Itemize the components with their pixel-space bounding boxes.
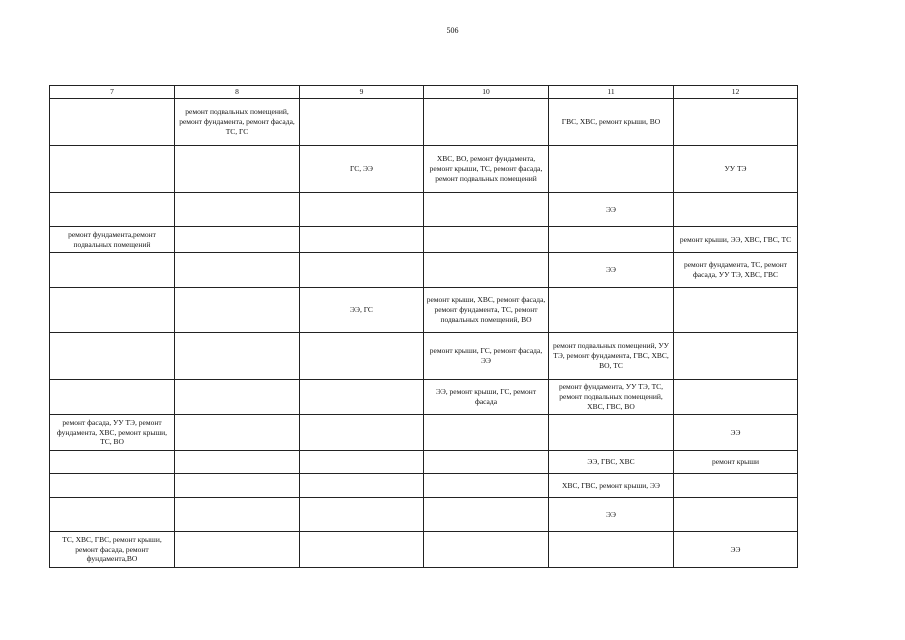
table-cell: ремонт фасада, УУ ТЭ, ремонт фундамента, ХВС, ремонт крыши, ТС, ВО — [50, 415, 175, 451]
table-row — [50, 415, 798, 451]
table-cell: ХВС, ГВС, ремонт крыши, ЭЭ — [549, 474, 674, 498]
column-header: 11 — [549, 86, 674, 99]
table-cell — [300, 380, 424, 415]
table-cell — [424, 498, 549, 532]
table-cell — [549, 415, 674, 451]
table-cell — [549, 227, 674, 253]
table-cell: ЭЭ — [674, 532, 798, 568]
table-cell — [424, 415, 549, 451]
table-cell — [175, 415, 300, 451]
table-cell — [300, 532, 424, 568]
table-cell — [300, 227, 424, 253]
table-cell — [175, 146, 300, 193]
table-cell — [50, 451, 175, 474]
table-row — [50, 498, 798, 532]
table-cell — [175, 474, 300, 498]
table-row — [50, 193, 798, 227]
table-cell: ремонт фундамента, УУ ТЭ, ТС, ремонт подвальных помещений, ХВС, ГВС, ВО — [549, 380, 674, 415]
table-cell: ЭЭ — [674, 415, 798, 451]
table-cell — [50, 99, 175, 146]
table-cell — [674, 380, 798, 415]
table-cell — [50, 193, 175, 227]
table-row — [50, 227, 798, 253]
table-cell — [674, 193, 798, 227]
table-cell — [549, 288, 674, 333]
table-cell — [549, 146, 674, 193]
table-cell — [424, 227, 549, 253]
table-cell — [50, 288, 175, 333]
table-cell: ремонт подвальных помещений, ремонт фундамента, ремонт фасада, ТС, ГС — [175, 99, 300, 146]
table-cell: УУ ТЭ — [674, 146, 798, 193]
table-cell — [175, 333, 300, 380]
table-cell — [674, 474, 798, 498]
table-cell: ремонт крыши — [674, 451, 798, 474]
table-cell — [549, 532, 674, 568]
table-cell — [175, 193, 300, 227]
table-row — [50, 253, 798, 288]
table-cell — [424, 451, 549, 474]
table-cell — [674, 99, 798, 146]
table-cell — [300, 451, 424, 474]
table-cell — [674, 288, 798, 333]
table-cell — [50, 253, 175, 288]
table-cell — [175, 498, 300, 532]
table-cell: ремонт фундамента,ремонт подвальных помещений — [50, 227, 175, 253]
table-cell: ЭЭ, ГВС, ХВС — [549, 451, 674, 474]
table-cell — [300, 99, 424, 146]
table-row — [50, 99, 798, 146]
table-row — [50, 288, 798, 333]
table-row — [50, 532, 798, 568]
table-cell — [175, 253, 300, 288]
table-cell — [50, 333, 175, 380]
column-header: 8 — [175, 86, 300, 99]
table-cell — [175, 380, 300, 415]
table-cell — [300, 333, 424, 380]
table-cell — [50, 146, 175, 193]
table-cell: ЭЭ — [549, 498, 674, 532]
table-cell: ТС, ХВС, ГВС, ремонт крыши, ремонт фасада, ремонт фундамента,ВО — [50, 532, 175, 568]
column-header: 7 — [50, 86, 175, 99]
table-cell — [424, 532, 549, 568]
column-header: 12 — [674, 86, 798, 99]
table-cell — [300, 415, 424, 451]
table-cell: ХВС, ВО, ремонт фундамента, ремонт крыши, ТС, ремонт фасада, ремонт подвальных помещений — [424, 146, 549, 193]
table-cell — [300, 474, 424, 498]
table-cell — [300, 193, 424, 227]
table-cell: ремонт крыши, ГС, ремонт фасада, ЭЭ — [424, 333, 549, 380]
table-cell: ЭЭ — [549, 193, 674, 227]
column-number-row — [50, 86, 798, 99]
page-number: 506 — [446, 26, 459, 35]
table-cell: ремонт подвальных помещений, УУ ТЭ, ремонт фундамента, ГВС, ХВС, ВО, ТС — [549, 333, 674, 380]
table-cell — [50, 474, 175, 498]
table-cell — [50, 380, 175, 415]
table-cell: ГВС, ХВС, ремонт крыши, ВО — [549, 99, 674, 146]
table-row — [50, 474, 798, 498]
table-cell: ремонт крыши, ЭЭ, ХВС, ГВС, ТС — [674, 227, 798, 253]
table-cell — [674, 333, 798, 380]
table-cell — [424, 193, 549, 227]
table-cell — [424, 99, 549, 146]
table-cell — [300, 498, 424, 532]
table-cell: ремонт крыши, ХВС, ремонт фасада, ремонт фундамента, ТС, ремонт подвальных помещений, ВО — [424, 288, 549, 333]
table-cell — [424, 253, 549, 288]
table-cell: ЭЭ, ремонт крыши, ГС, ремонт фасада — [424, 380, 549, 415]
table-cell — [50, 498, 175, 532]
table-cell: ЭЭ, ГС — [300, 288, 424, 333]
table-cell — [175, 451, 300, 474]
table-cell — [300, 253, 424, 288]
table-row — [50, 146, 798, 193]
table-cell: ГС, ЭЭ — [300, 146, 424, 193]
table-cell: ремонт фундамента, ТС, ремонт фасада, УУ ТЭ, ХВС, ГВС — [674, 253, 798, 288]
table-row — [50, 380, 798, 415]
column-header: 10 — [424, 86, 549, 99]
table-row — [50, 451, 798, 474]
column-header: 9 — [300, 86, 424, 99]
table-cell — [175, 227, 300, 253]
table-cell — [175, 532, 300, 568]
table-row — [50, 333, 798, 380]
table-cell: ЭЭ — [549, 253, 674, 288]
table-cell — [175, 288, 300, 333]
table-cell — [424, 474, 549, 498]
table-cell — [674, 498, 798, 532]
schedule-table — [49, 85, 798, 568]
